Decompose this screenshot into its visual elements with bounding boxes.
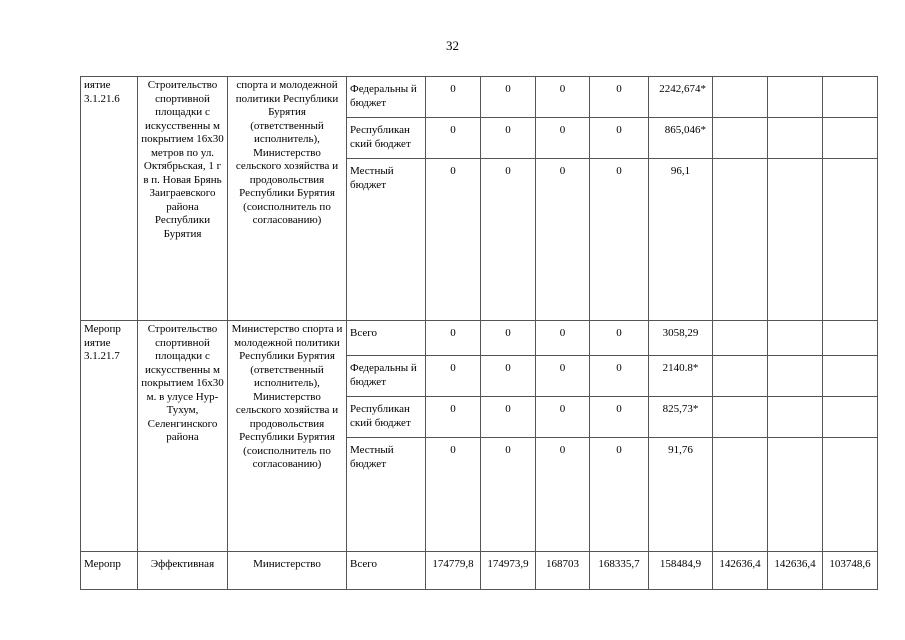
- value-cell: 3058,29: [649, 321, 713, 356]
- value-cell: 0: [426, 397, 481, 438]
- funding-source-cell: Местный бюджет: [347, 159, 426, 321]
- value-cell: 0: [590, 118, 649, 159]
- value-cell: 0: [590, 397, 649, 438]
- funding-source-cell: Федеральны й бюджет: [347, 356, 426, 397]
- page-number: 32: [446, 38, 459, 53]
- measure-name-cell: Строительство спортивной площадки с искусственны м покрытием 16х30 метров по ул. Октябрьская, 1 г в п. Новая Брянь Заиграевского района Республики Бурятия: [138, 77, 228, 321]
- value-cell: 0: [590, 159, 649, 321]
- table-row: [81, 77, 878, 118]
- value-cell: 0: [481, 438, 536, 552]
- measure-id-cell: Меропр иятие 3.1.21.7: [81, 321, 138, 552]
- value-cell: 865,046*: [649, 118, 713, 159]
- executor-cell: Министерство спорта и молодежной политики Республики Бурятия (ответственный исполнитель), Министерство сельского хозяйства и продовольствия Республики Бурятия (соисполнитель по согласованию): [228, 321, 347, 552]
- value-cell: 0: [426, 321, 481, 356]
- value-cell: [713, 438, 768, 552]
- value-cell: [823, 77, 878, 118]
- value-cell: [823, 356, 878, 397]
- measure-id-cell: Меропр: [81, 552, 138, 590]
- value-cell: 0: [481, 397, 536, 438]
- value-cell: 0: [481, 118, 536, 159]
- value-cell: 0: [536, 321, 590, 356]
- value-cell: 0: [536, 356, 590, 397]
- value-cell: 0: [426, 159, 481, 321]
- value-cell: 158484,9: [649, 552, 713, 590]
- value-cell: [713, 321, 768, 356]
- value-cell: [768, 159, 823, 321]
- value-cell: 168335,7: [590, 552, 649, 590]
- funding-source-cell: Федеральны й бюджет: [347, 77, 426, 118]
- value-cell: 0: [426, 438, 481, 552]
- value-cell: 0: [481, 159, 536, 321]
- value-cell: 0: [481, 356, 536, 397]
- value-cell: 0: [481, 77, 536, 118]
- value-cell: 174779,8: [426, 552, 481, 590]
- value-cell: 2140.8*: [649, 356, 713, 397]
- measure-name-cell: Эффективная: [138, 552, 228, 590]
- value-cell: [768, 356, 823, 397]
- value-cell: [768, 118, 823, 159]
- value-cell: [713, 397, 768, 438]
- value-cell: 825,73*: [649, 397, 713, 438]
- table-row: [81, 552, 878, 590]
- value-cell: 2242,674*: [649, 77, 713, 118]
- funding-source-cell: Республикан ский бюджет: [347, 397, 426, 438]
- value-cell: 0: [590, 77, 649, 118]
- value-cell: [823, 159, 878, 321]
- value-cell: [823, 321, 878, 356]
- value-cell: [713, 356, 768, 397]
- executor-cell: Министерство: [228, 552, 347, 590]
- value-cell: 96,1: [649, 159, 713, 321]
- measure-id-cell: иятие 3.1.21.6: [81, 77, 138, 321]
- value-cell: 0: [536, 77, 590, 118]
- value-cell: [713, 159, 768, 321]
- value-cell: 142636,4: [768, 552, 823, 590]
- value-cell: 103748,6: [823, 552, 878, 590]
- funding-source-cell: Всего: [347, 321, 426, 356]
- value-cell: 0: [536, 159, 590, 321]
- value-cell: [823, 118, 878, 159]
- value-cell: 0: [536, 438, 590, 552]
- value-cell: 0: [590, 321, 649, 356]
- value-cell: [823, 438, 878, 552]
- value-cell: 0: [426, 356, 481, 397]
- value-cell: 0: [536, 118, 590, 159]
- value-cell: 0: [426, 77, 481, 118]
- value-cell: [768, 438, 823, 552]
- value-cell: [713, 118, 768, 159]
- table-row: [81, 321, 878, 356]
- funding-source-cell: Всего: [347, 552, 426, 590]
- value-cell: 168703: [536, 552, 590, 590]
- value-cell: 91,76: [649, 438, 713, 552]
- funding-source-cell: Местный бюджет: [347, 438, 426, 552]
- value-cell: 0: [590, 356, 649, 397]
- value-cell: 0: [590, 438, 649, 552]
- value-cell: [823, 397, 878, 438]
- value-cell: 142636,4: [713, 552, 768, 590]
- measure-name-cell: Строительство спортивной площадки с искусственны м покрытием 16х30 м. в улусе Нур-Тухум, Селенгинского района: [138, 321, 228, 552]
- value-cell: [713, 77, 768, 118]
- executor-cell: спорта и молодежной политики Республики Бурятия (ответственный исполнитель), Министерство сельского хозяйства и продовольствия Республики Бурятия (соисполнитель по согласованию): [228, 77, 347, 321]
- budget-table: [80, 76, 878, 590]
- value-cell: 0: [536, 397, 590, 438]
- funding-source-cell: Республикан ский бюджет: [347, 118, 426, 159]
- value-cell: 0: [426, 118, 481, 159]
- value-cell: [768, 321, 823, 356]
- value-cell: [768, 397, 823, 438]
- value-cell: 0: [481, 321, 536, 356]
- value-cell: 174973,9: [481, 552, 536, 590]
- value-cell: [768, 77, 823, 118]
